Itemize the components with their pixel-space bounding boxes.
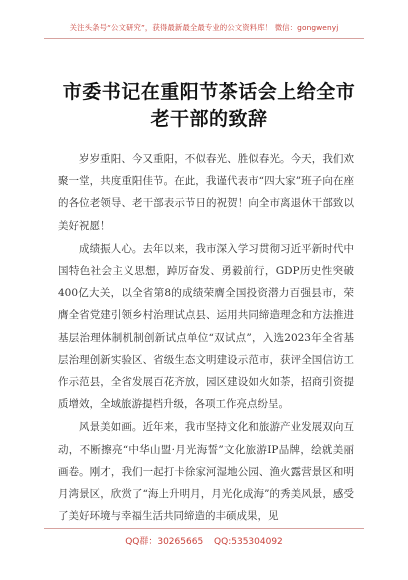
footer-divider (44, 528, 364, 529)
footer (0, 534, 408, 547)
paragraph-1: 岁岁重阳、今又重阳，不似春光、胜似春光。今天，我们欢聚一堂，共度重阳佳节。在此，我谨代表市“四大家”班子向在座的各位老领导、老干部表示节日的祝贺！向全市离退休干部致以美好祝愿！ (58, 153, 354, 232)
title-line-2: 老干部的致辞 (150, 108, 268, 130)
title-line-1: 市委书记在重阳节茶话会上给全市 (62, 81, 356, 103)
paragraph-3: 风景美如画。近年来，我市坚持文化和旅游产业发展双向互动，不断擦亮“中华山盟·月光海誓”文化旅游IP品牌，绘就美丽画卷。刚才，我们一起打卡徐家河湿地公园、渔火露营景区和明月湾景区，欣赏了“海上升明月，月光化成海”的秀美风景，感受了美好环境与幸福生活共同缔造的丰硕成果，见 (58, 421, 354, 523)
paragraph-2: 成绩振人心。去年以来，我市深入学习贯彻习近平新时代中国特色社会主义思想，踔厉奋发、勇毅前行，GDP历史性突破400亿大关，以全省第8的成绩荣膺全国投资潜力百强县市，荣膺全省党建引领乡村治理试点县、运用共同缔造理念和方法推进基层治理体制机制创新试点单位“双试点”，入选2023年全省基层治理创新实验区、省级生态文明建设示范市，获评全国信访工作示范县，全省发展百花齐放，园区建设如火如荼，招商引资提质增效，全域旅游提档升级，各项工作亮点纷呈。 (58, 242, 354, 411)
footer-qq-group: QQ群：30265665 (125, 537, 204, 547)
header-divider (44, 38, 364, 39)
header-note: 关注头条号“公文研究”，获得最新最全最专业的公文资料库！ 微信：gongwenyj (69, 23, 339, 32)
document-body (58, 148, 354, 528)
document-title (60, 79, 358, 133)
footer-qq: QQ:535304092 (214, 537, 283, 547)
